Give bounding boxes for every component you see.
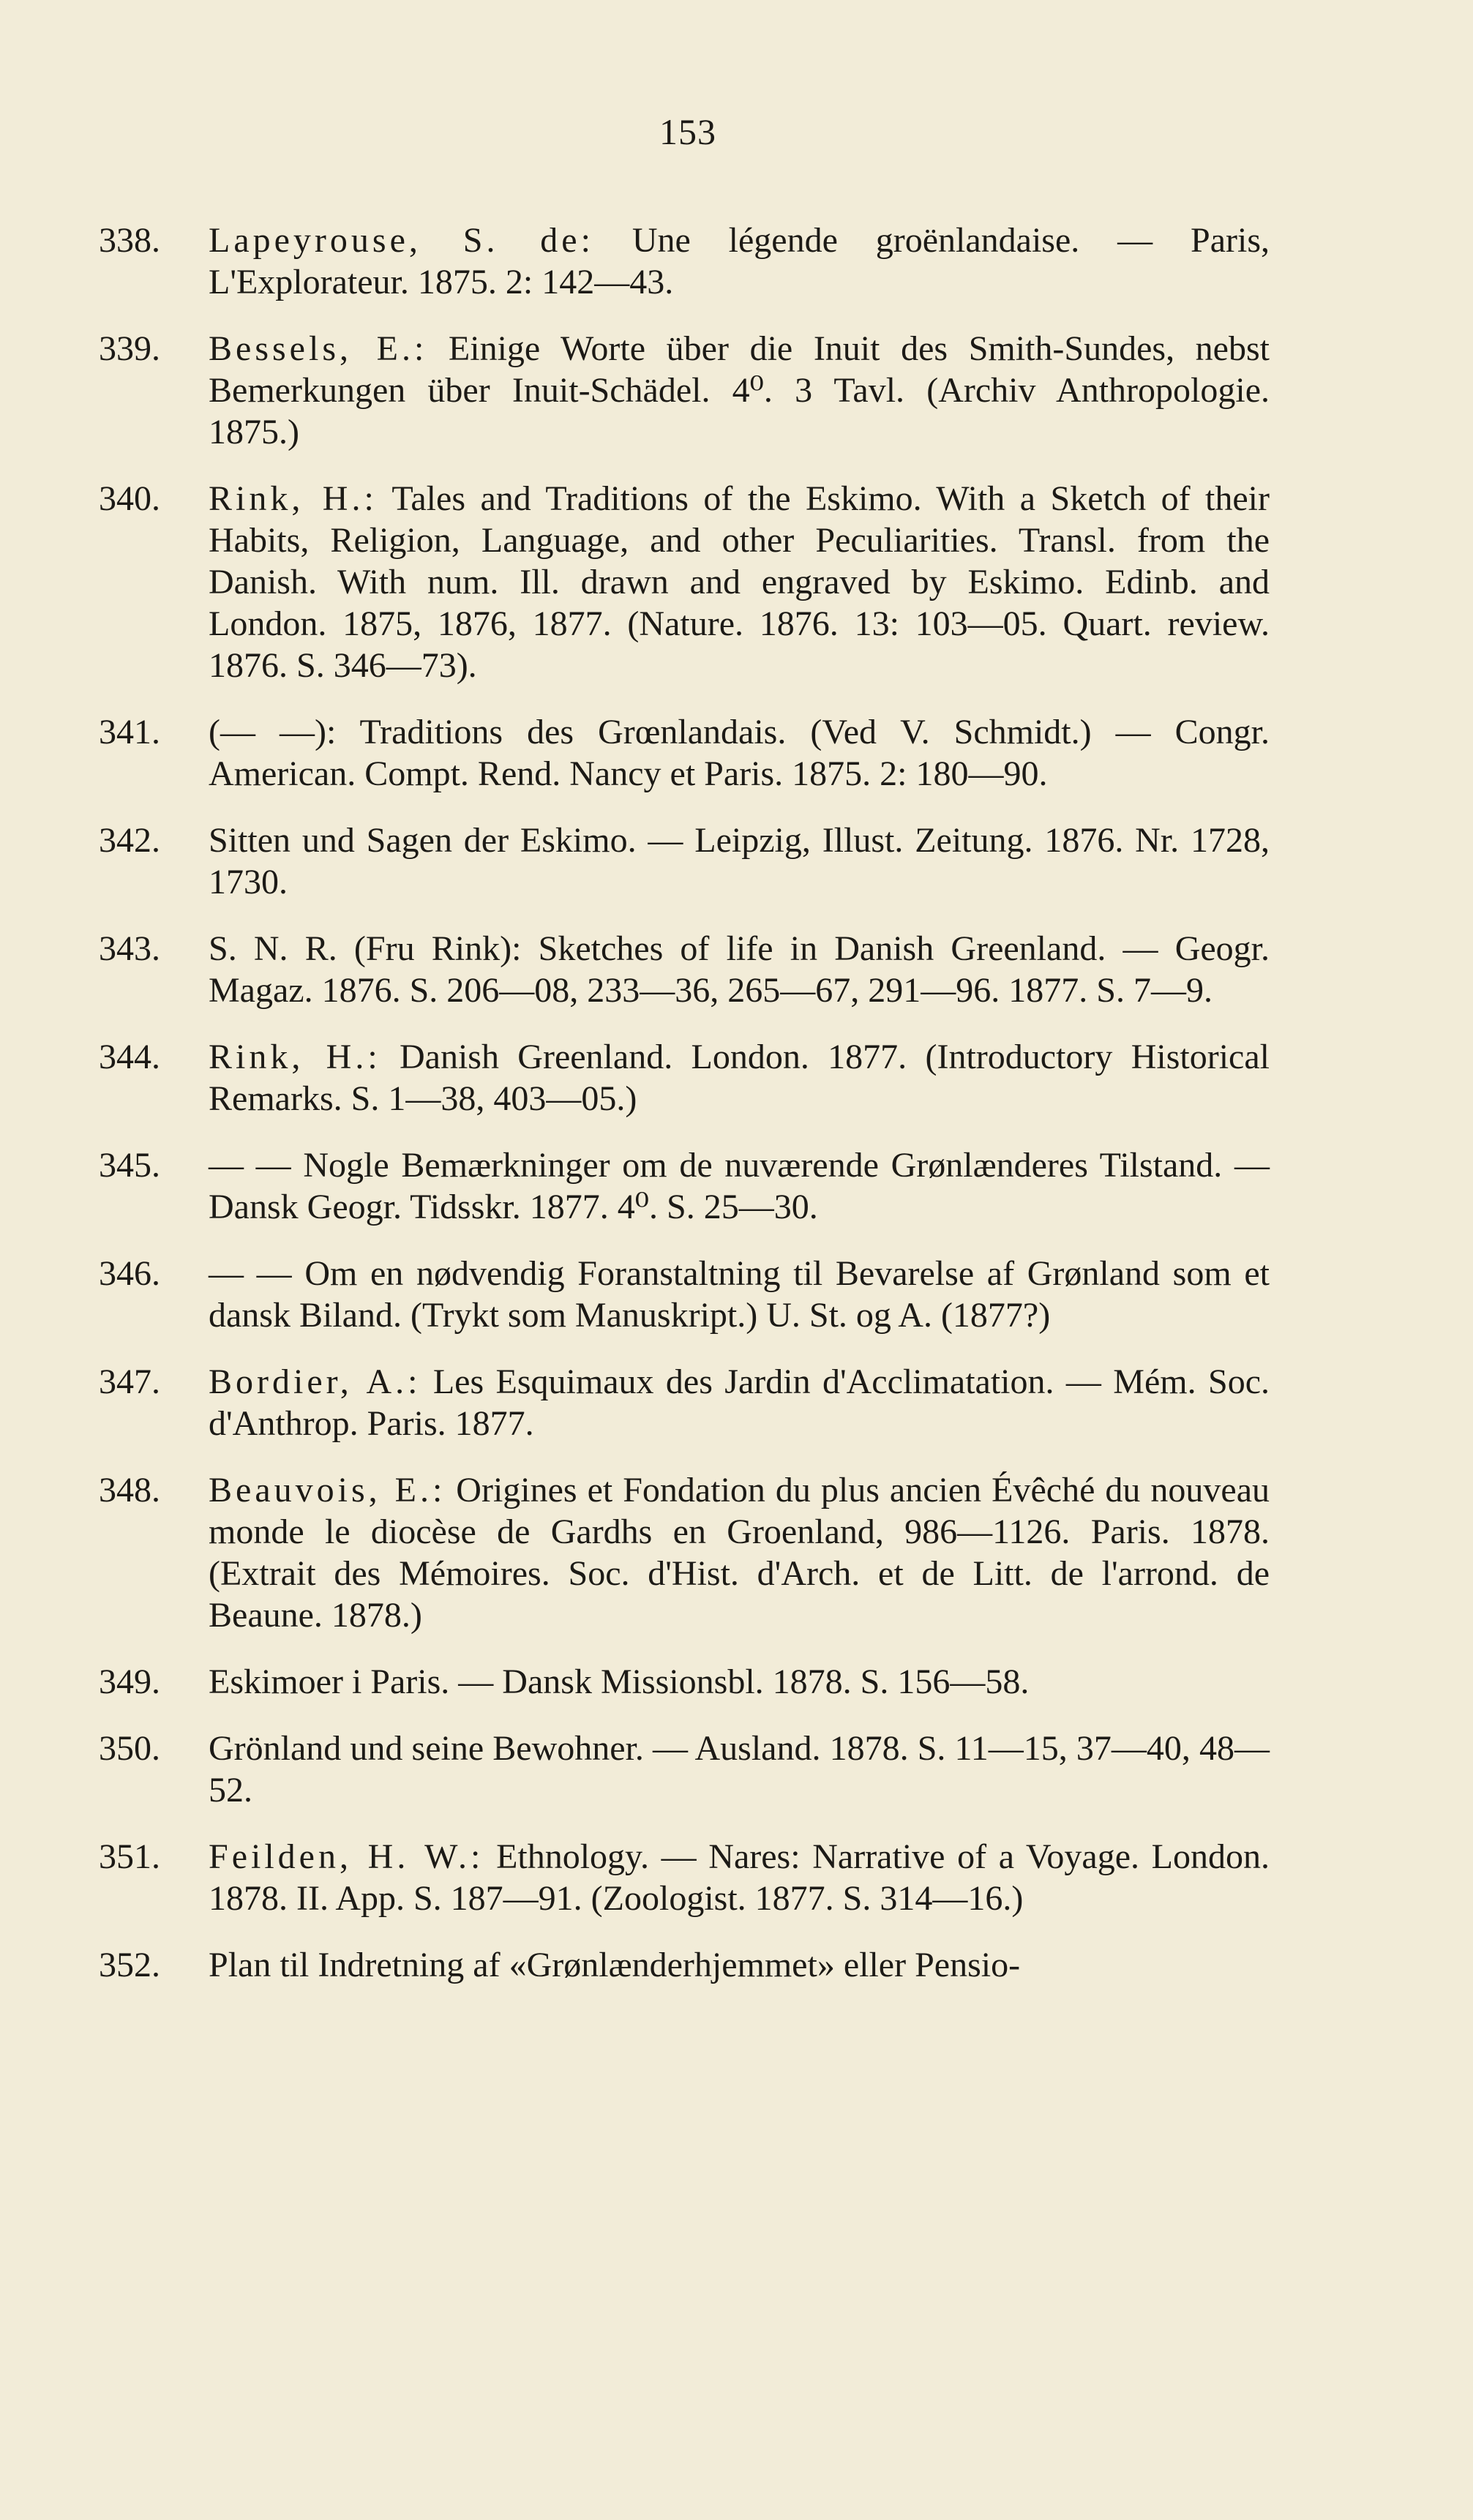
entry-number: 345. bbox=[99, 1146, 160, 1185]
entry-number: 344. bbox=[99, 1038, 160, 1076]
entry-number: 347. bbox=[99, 1362, 160, 1401]
entry-number: 338. bbox=[99, 221, 160, 260]
entry-author: Lapeyrouse, S. de: bbox=[209, 221, 594, 260]
entry-text: S. N. R. (Fru Rink): Sketches of life in Danish Greenland. — Geogr. Magaz. 1876. S. 206—08, 233—36, 265—67, 291—96. 1877. S. 7—9. bbox=[209, 929, 1270, 1010]
entry-number: 352. bbox=[99, 1946, 160, 1984]
bibliography-list bbox=[99, 220, 1270, 2011]
entry-number: 343. bbox=[99, 929, 160, 968]
entry-text: Sitten und Sagen der Eskimo. — Leipzig, Illust. Zeitung. 1876. Nr. 1728, 1730. bbox=[209, 821, 1270, 901]
entry-text: Grönland und seine Bewohner. — Ausland. 1878. S. 11—15, 37—40, 48—52. bbox=[209, 1729, 1270, 1810]
list-item bbox=[99, 1728, 1270, 1811]
entry-number: 351. bbox=[99, 1837, 160, 1876]
list-item bbox=[99, 820, 1270, 903]
entry-text: Les Esquimaux des Jardin d'Acclimatation. — Mém. Soc. d'Anthrop. Paris. 1877. bbox=[209, 1362, 1270, 1443]
entry-text: Eskimoer i Paris. — Dansk Missionsbl. 1878. S. 156—58. bbox=[209, 1662, 1030, 1701]
entry-number: 346. bbox=[99, 1254, 160, 1293]
entry-author: Beauvois, E.: bbox=[209, 1471, 446, 1510]
entry-text: — — Nogle Bemærkninger om de nuværende Grønlænderes Tilstand. — Dansk Geogr. Tidsskr. 1877. 4⁰. S. 25—30. bbox=[209, 1146, 1270, 1226]
list-item bbox=[99, 1469, 1270, 1636]
entry-author: Rink, H.: bbox=[209, 479, 378, 518]
entry-text: Origines et Fondation du plus ancien Évêché du nouveau monde le diocèse de Gardhs en Groenland, 986—1126. Paris. 1878. (Extrait des Mémoires. Soc. d'Hist. d'Arch. et de Litt. de l'arrond. de Beaune. 1878.) bbox=[209, 1471, 1270, 1635]
entry-text: Danish Greenland. London. 1877. (Introductory Historical Remarks. S. 1—38, 403—05.) bbox=[209, 1038, 1270, 1118]
entry-author: Feilden, H. W.: bbox=[209, 1837, 484, 1876]
list-item bbox=[99, 1836, 1270, 1919]
list-item bbox=[99, 328, 1270, 453]
entry-text: (— —): Traditions des Grœnlandais. (Ved V. Schmidt.) — Congr. American. Compt. Rend. Nancy et Paris. 1875. 2: 180—90. bbox=[209, 713, 1270, 793]
entry-number: 349. bbox=[99, 1662, 160, 1701]
entry-author: Rink, H.: bbox=[209, 1038, 381, 1076]
list-item bbox=[99, 1036, 1270, 1120]
entry-number: 348. bbox=[99, 1471, 160, 1510]
list-item bbox=[99, 478, 1270, 686]
entry-number: 342. bbox=[99, 821, 160, 860]
entry-number: 339. bbox=[99, 329, 160, 368]
entry-text: Tales and Traditions of the Eskimo. With a Sketch of their Habits, Religion, Language, and other Peculiarities. Transl. from the Danish. With num. Ill. drawn and engraved by Eskimo. Edinb. and London. 1875, 1876, 1877. (Nature. 1876. 13: 103—05. Quart. review. 1876. S. 346—73). bbox=[209, 479, 1270, 685]
list-item bbox=[99, 1944, 1270, 1986]
entry-text: Ethnology. — Nares: Narrative of a Voyage. London. 1878. II. App. S. 187—91. (Zoologist. 1877. S. 314—16.) bbox=[209, 1837, 1270, 1918]
entry-text: Plan til Indretning af «Grønlænderhjemmet» eller Pensio- bbox=[209, 1946, 1021, 1984]
entry-text: — — Om en nødvendig Foranstaltning til Bevarelse af Grønland som et dansk Biland. (Trykt som Manuskript.) U. St. og A. (1877?) bbox=[209, 1254, 1270, 1335]
page-number: 153 bbox=[659, 111, 716, 152]
entry-text: Einige Worte über die Inuit des Smith-Sundes, nebst Bemerkungen über Inuit-Schädel. 4⁰. 3 Tavl. (Archiv Anthropologie. 1875.) bbox=[209, 329, 1270, 451]
entry-number: 340. bbox=[99, 479, 160, 518]
list-item bbox=[99, 220, 1270, 303]
list-item bbox=[99, 1253, 1270, 1336]
entry-number: 350. bbox=[99, 1729, 160, 1768]
list-item bbox=[99, 711, 1270, 795]
list-item bbox=[99, 1144, 1270, 1228]
list-item bbox=[99, 1361, 1270, 1444]
list-item bbox=[99, 1661, 1270, 1703]
entry-author: Bordier, A.: bbox=[209, 1362, 421, 1401]
entry-number: 341. bbox=[99, 713, 160, 751]
list-item bbox=[99, 928, 1270, 1011]
entry-author: Bessels, E.: bbox=[209, 329, 428, 368]
entry-text: Une légende groënlandaise. — Paris, L'Explorateur. 1875. 2: 142—43. bbox=[209, 221, 1270, 301]
